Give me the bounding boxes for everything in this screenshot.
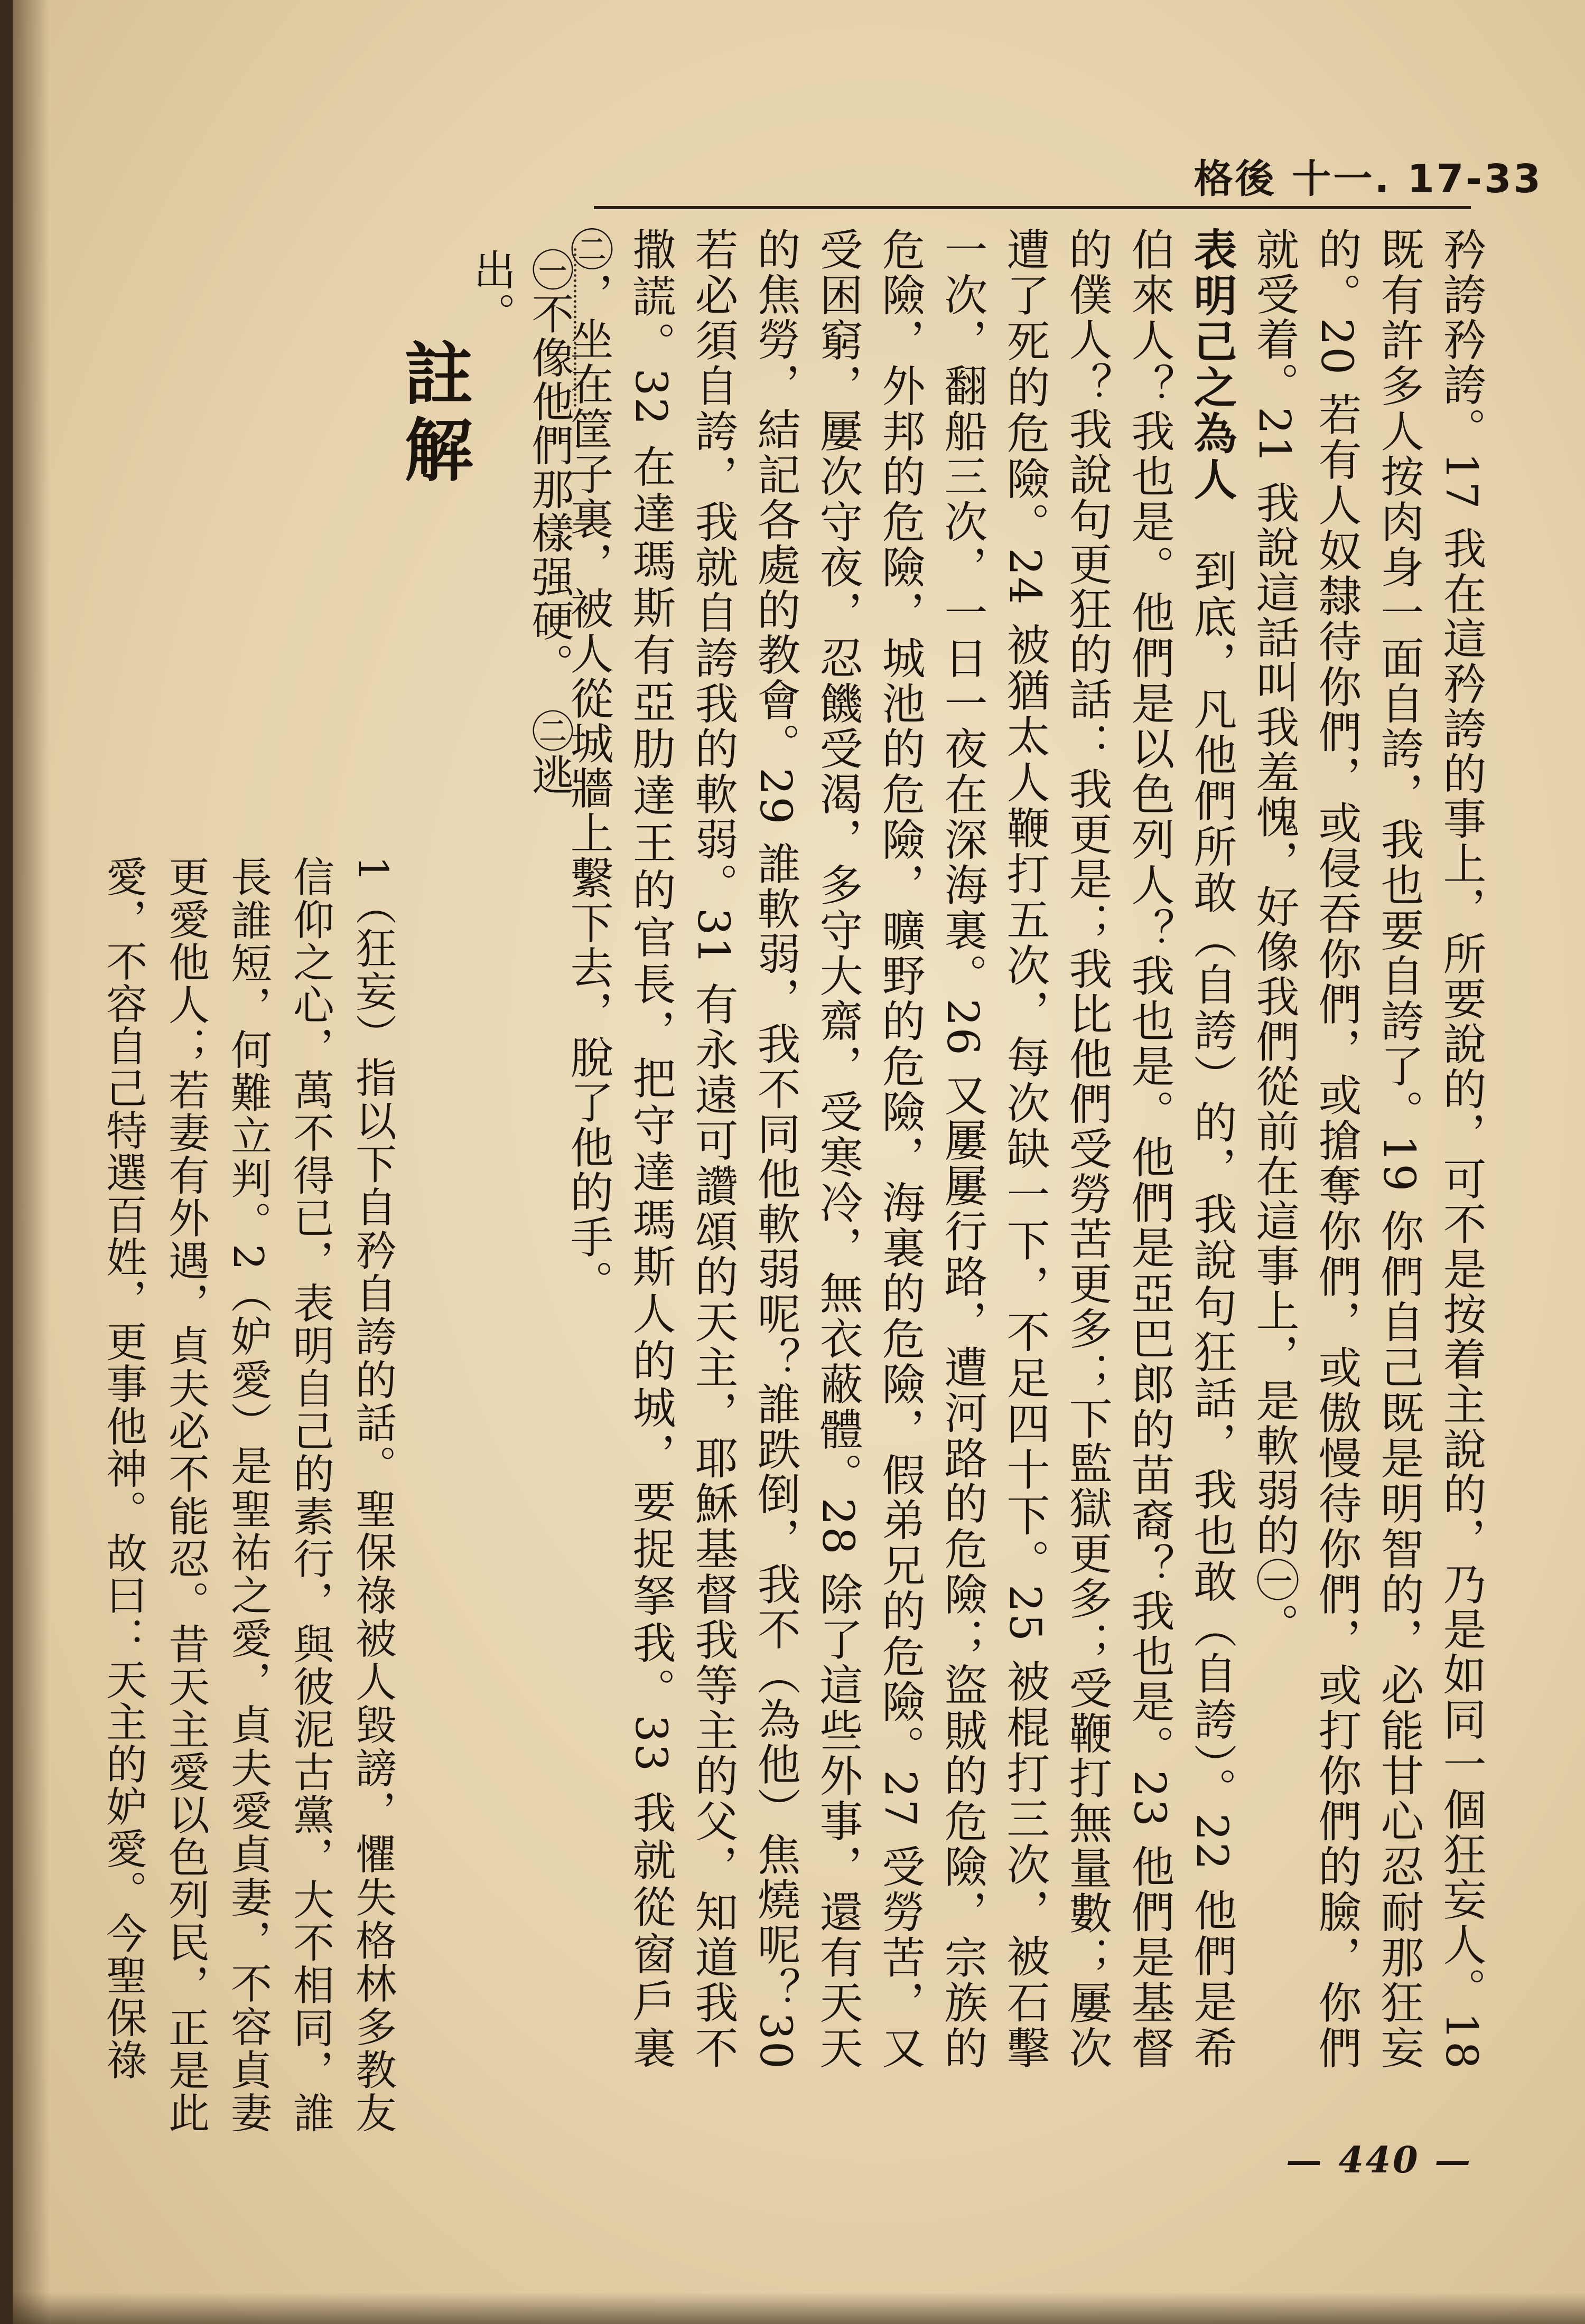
- header-rule: [594, 206, 1471, 209]
- paragraph-verses-17-21: 矜誇矜誇。17 我在這矜誇的事上，所要說的，可不是按着主說的，乃是如同一個狂妄人。18 既有許多人按肉身一面自誇，我也要自誇了。19 你們自己既是明智的，必能甘心忍耐那狂妄的。20 若有人奴隸待你們，或侵吞你們，或搶奪你們，或傲慢待你們，或打你們的臉，你們就受着。21 我說這話叫我羞愧，好像我們從前在這事上，是軟弱的㊀。: [1249, 227, 1486, 2070]
- paragraph-text: 到底，凡他們所敢（自誇）的，我說句狂話，我也敢（自誇）。22 他們是希伯來人？我也是。他們是以色列人？我也是。他們是亞巴郎的苗裔？我也是。23 他們是基督的僕人？我說句更狂的話：我更是；我比他們受勞苦更多；下監獄更多；受鞭打無量數；屢次遭了死的危險。24 被猶太人鞭打五次，每次缺一下，不足四十下。25 被棍打三次，被石擊一次，翻船三次，一日一夜在深海裏。26 又屢屢行路，遭河路的危險；盜賊的危險，宗族的危險，外邦的危險，城池的危險，曠野的危險，海裏的危險，假弟兄的危險。27 受勞苦，又受困窮，屢次守夜，忍饑受渴，多守大齋，受寒冷，無衣蔽體。28 除了這些外事，還有天天的焦勞，結記各處的教會。29 誰軟弱，我不同他軟弱呢？誰跌倒，我不（為他）焦燒呢？30 若必須自誇，我就自誇我的軟弱。31 有永遠可讚頌的天主，耶穌基督我等主的父，知道我不撒謊。32 在達瑪斯有亞肋達王的官長，把守達瑪斯人的城，要捉拏我。33 我就從窗戶裏㊁，坐在筐子裏，被人從城牆上繫下去，脫了他的手。: [563, 227, 1237, 2070]
- footnote-1: ㊀不像他們那樣强硬。: [525, 248, 574, 666]
- commentary-title: 註解: [393, 338, 473, 490]
- bottom-shadow: [13, 2292, 1585, 2324]
- paragraph-verses-22-33: [557, 227, 1243, 2070]
- running-head: 格後 十一. 17-33: [1194, 156, 1543, 202]
- spine-shadow: [13, 0, 50, 2324]
- book-page: [13, 0, 1585, 2324]
- scripture-text: [563, 227, 1492, 2070]
- commentary-text: 1（狂妄）指以下自矜自誇的話。聖保祿被人毀謗，懼失格林多教友信仰之心，萬不得已，表明自己的素行，與彼泥古黨，大不相同，誰長誰短，何難立判。2（妒愛）是聖祐之愛，貞夫愛貞妻，不容貞妻更愛他人；若妻有外遇，貞夫必不能忍。昔天主愛以色列民，正是此愛，不容自己特選百姓，更事他神。故曰：天主的妒愛。今聖保祿: [99, 856, 396, 2134]
- footnotes: [467, 248, 578, 882]
- section-title: 表明己之為人: [1187, 227, 1237, 503]
- page-number: — 440 —: [1286, 2139, 1473, 2181]
- footnote-2: ㊁逃出。: [467, 248, 574, 797]
